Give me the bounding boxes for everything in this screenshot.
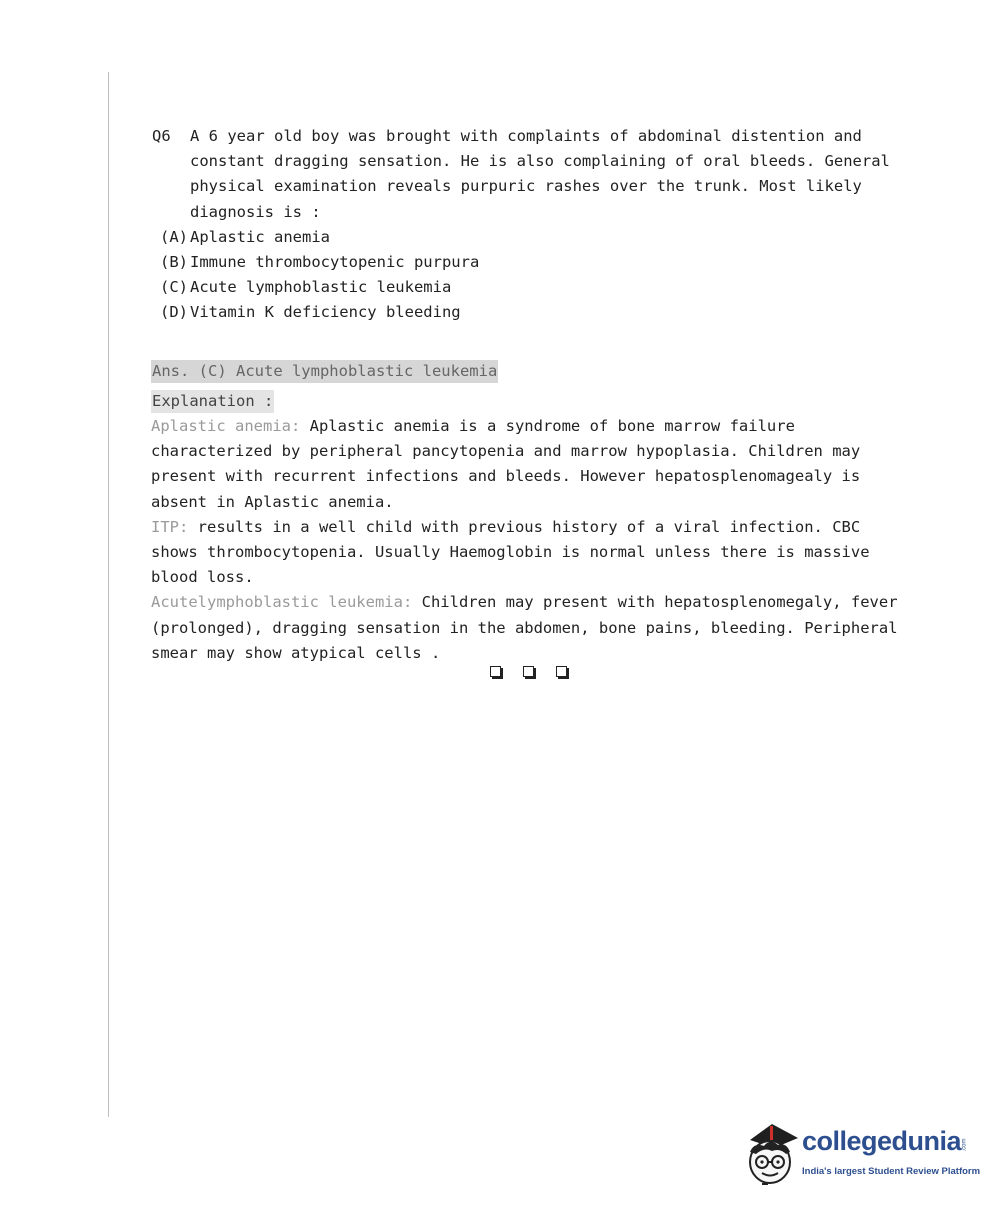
option-letter: (A) [160,227,188,246]
explanation-text: results in a well child with previous history of a viral infection. CBC shows thrombocytopenia. Usually Haemoglobin is normal unless there is massive blood loss. [151,517,870,587]
option-text: Aplastic anemia [190,227,330,246]
explanation-label: ITP: [151,517,189,536]
logo-suffix: .com [961,1138,968,1152]
explanation-text: Aplastic anemia is a syndrome of bone marrow failure characterized by peripheral pancytopenia and marrow hypoplasia. Children may present with recurrent infections and bleeds. However hepatosplenomagealy is absent in Aplastic anemia. [151,417,861,511]
option-text: Immune thrombocytopenic purpura [190,253,480,272]
explanation-heading: Explanation : [151,390,274,413]
logo-wordmark: collegedunia [802,1126,962,1156]
explanation-paragraph-aplastic [151,414,911,515]
option-text: Acute lymphoblastic leukemia [190,278,452,297]
explanation-label: Aplastic anemia: [151,417,301,435]
logo-tagline: India's largest Student Review Platform [802,1166,981,1177]
option-letter: (D) [160,303,188,322]
page-margin-line [108,72,109,1117]
explanation-text: Children may present with hepatosplenomegaly, fever (prolonged), dragging sensation in the abdomen, bone pains, bleeding. Peripheral smear may show atypical cells . [151,593,898,662]
end-of-question-marks [490,666,567,677]
explanation-paragraph-all [151,590,911,666]
option-a [160,225,912,250]
collegedunia-logo [742,1118,981,1190]
square-bullet-icon [523,666,534,677]
square-bullet-icon [490,666,501,677]
question-number: Q6 [152,127,171,145]
square-bullet-icon [556,666,567,677]
options-list [160,225,912,326]
mascot-face-icon [742,1118,804,1190]
question-text: A 6 year old boy was brought with complaints of abdominal distention and constant dragging sensation. He is also complaining of oral bleeds. General physical examination reveals purpuric rashes over the trunk. Most likely diagnosis is : [190,127,890,221]
explanation-paragraph-itp [151,515,911,591]
option-letter: (C) [160,278,188,297]
explanation-label: Acutelymphoblastic leukemia: [151,593,413,612]
option-text: Vitamin K deficiency bleeding [190,303,461,322]
explanation-body [151,414,911,666]
option-c [160,275,912,300]
answer-line: Ans. (C) Acute lymphoblastic leukemia [151,360,498,383]
option-letter: (B) [160,253,188,272]
question-block [152,124,912,326]
option-b [160,250,912,275]
option-d [160,300,912,325]
